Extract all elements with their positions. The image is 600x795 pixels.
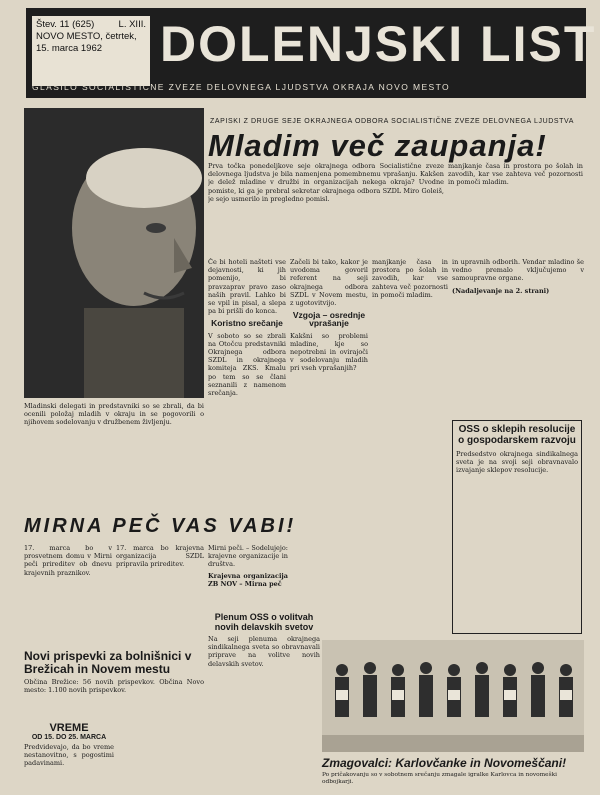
oss-resolution-title: OSS o ​​sklepih resolucije o gospodarskem razvoju — [458, 424, 576, 446]
weather-text: Predvidevajo, da bo vreme nestanovitno, s pogostimi padavinami. — [24, 743, 114, 768]
plenum-text: Na seji plenuma okrajnega sindikalnega sveta so obravnavali priprave na volitve novih delavskih svetov. — [208, 635, 320, 668]
lead-col-4: manjkanje časa in prostora po šolah in zavodih, kar vse zahteva več pozornosti in pomoči mladim. — [372, 258, 448, 299]
continued-note: (Nadaljevanje na 2. strani) — [452, 286, 550, 295]
lead-col-2: Če bi hoteli našteti vse dejavnosti, ki jih pomenijo, bi pravzaprav pravo zaso naših pravil. Lahko bi se vpil in pisal, a slepa pa bi prišli do konca. Koristno srečanje V soboto so se zbrali na Otočcu predstavniki Okrajnega odbora SZDL in okrajnega komiteja ZKS. Kmalu po tem so se člani seznanili z namenom srečanja. — [208, 258, 286, 398]
sports-text: Po pričakovanju so v sobotnem srečanju zmagale igralke Karlovca in novomeški odbojkarji. — [322, 772, 557, 785]
mirna-col-1: 17. marca bo v prosvetnem domu v Mirni peči prireditev ob dnevu krajevnih praznikov. — [24, 544, 112, 577]
issue-info-box — [32, 16, 150, 86]
team-photo — [322, 640, 584, 752]
subhead-vzgoja: Vzgoja – osrednje vprašanje — [292, 310, 366, 329]
photo-caption: Mladinski delegati in predstavniki so se zbrali, da bi ocenili položaj mladih v okraju in se pogovorili o njihovem sodelovanju v družbenem življenju. — [24, 402, 204, 426]
plenum-article — [208, 612, 320, 732]
plenum-title: Plenum OSS o volitvah novih delavskih svetov — [214, 612, 314, 632]
issue-date: 15. marca 1962 — [36, 43, 103, 54]
portrait-illustration — [24, 108, 204, 398]
weather-dates: OD 15. DO 25. MARCA — [31, 734, 107, 741]
lead-intro: Prva točka ponedeljkove seje okrajnega odbora Socialistične zveze delovnega ljudstva je bila namenjena pomembnemu vprašanju. Kakšen je delež mladine v družbi in organizacijah nekega okraja? Uvodne pomiste, ki ga je prebral sekretar okrajnega odbora SZDL Miro Goleiš, je sejo usmerilo in pregledno pomisl. — [208, 162, 444, 203]
weather-title: VREME — [49, 722, 89, 734]
mirna-credit: Krajevna organizacija ZB NOV – Mirna peč — [208, 571, 288, 588]
subhead-koristno: Koristno srečanje — [211, 318, 283, 329]
mirna-col-2: 17. marca bo krajevna organizacija SZDL pripravila prireditev. — [116, 544, 204, 569]
mirna-col-3: Mirni peči. – Sodelujejo: krajevne organizacije in društva. Krajevna organizacija ZB NOV – Mirna peč — [208, 544, 288, 588]
issue-year: L. XIII. — [118, 19, 146, 30]
oss-resolution-text: Predsedstvo okrajnega sindikalnega sveta je na svoji seji obravnavalo izvajanje sklepov resolucije. — [456, 450, 578, 475]
lead-col-5: in upravnih odborih. Vendar mladino še vedno premalo vključujemo v samoupravne organe. (Nadaljevanje na 2. strani) — [452, 258, 584, 295]
lead-col-right: manjkanje časa in prostora po šolah in zavodih, kar vse zahteva več pozornosti in pomoči mladim. — [448, 162, 583, 187]
issue-number: Štev. 11 (625) — [36, 19, 95, 30]
masthead — [26, 8, 597, 98]
oss-resolution-box — [452, 420, 582, 634]
sports-headline: Zmagovalci: Karlovčanke in Novomeščani! — [322, 756, 567, 770]
newspaper-title: DOLENJSKI LIST — [160, 16, 597, 72]
mirna-pec-headline: MIRNA PEČ VAS VABI! — [24, 515, 297, 537]
weather-box — [24, 722, 114, 792]
newspaper-subtitle: GLASILO SOCIALISTIČNE ZVEZE DELOVNEGA LJUDSTVA OKRAJA NOVO MESTO — [32, 82, 451, 92]
lead-col-3: Začeli bi tako, kakor je uvodoma govoril referent na seji okrajnega odbora SZDL v Novem mestu, z ugotovitvijo. Vzgoja – osrednje vprašanje Kakšni so problemi mladine, kje so nepotrebni in ovirajoči v sodelovanju mladih pri vseh vprašanjih? — [290, 258, 368, 373]
portrait-photo — [24, 108, 204, 398]
novi-prispevki-title: Novi prispevki za bolnišnici v Brežicah in Novem mestu — [24, 649, 192, 676]
volleyball-team-illustration — [322, 640, 584, 752]
novi-prispevki-text: Občina Brežice: 56 novih prispevkov. Občina Novo mesto: 1.100 novih prispevkov. — [24, 678, 204, 695]
lead-kicker: ZAPISKI Z DRUGE SEJE OKRAJNEGA ODBORA SOCIALISTIČNE ZVEZE DELOVNEGA LJUDSTVA — [210, 118, 575, 125]
novi-prispevki-article — [24, 650, 204, 710]
issue-place-day: NOVO MESTO, četrtek, — [36, 31, 137, 42]
lead-headline: Mladim več zaupanja! — [208, 128, 547, 163]
